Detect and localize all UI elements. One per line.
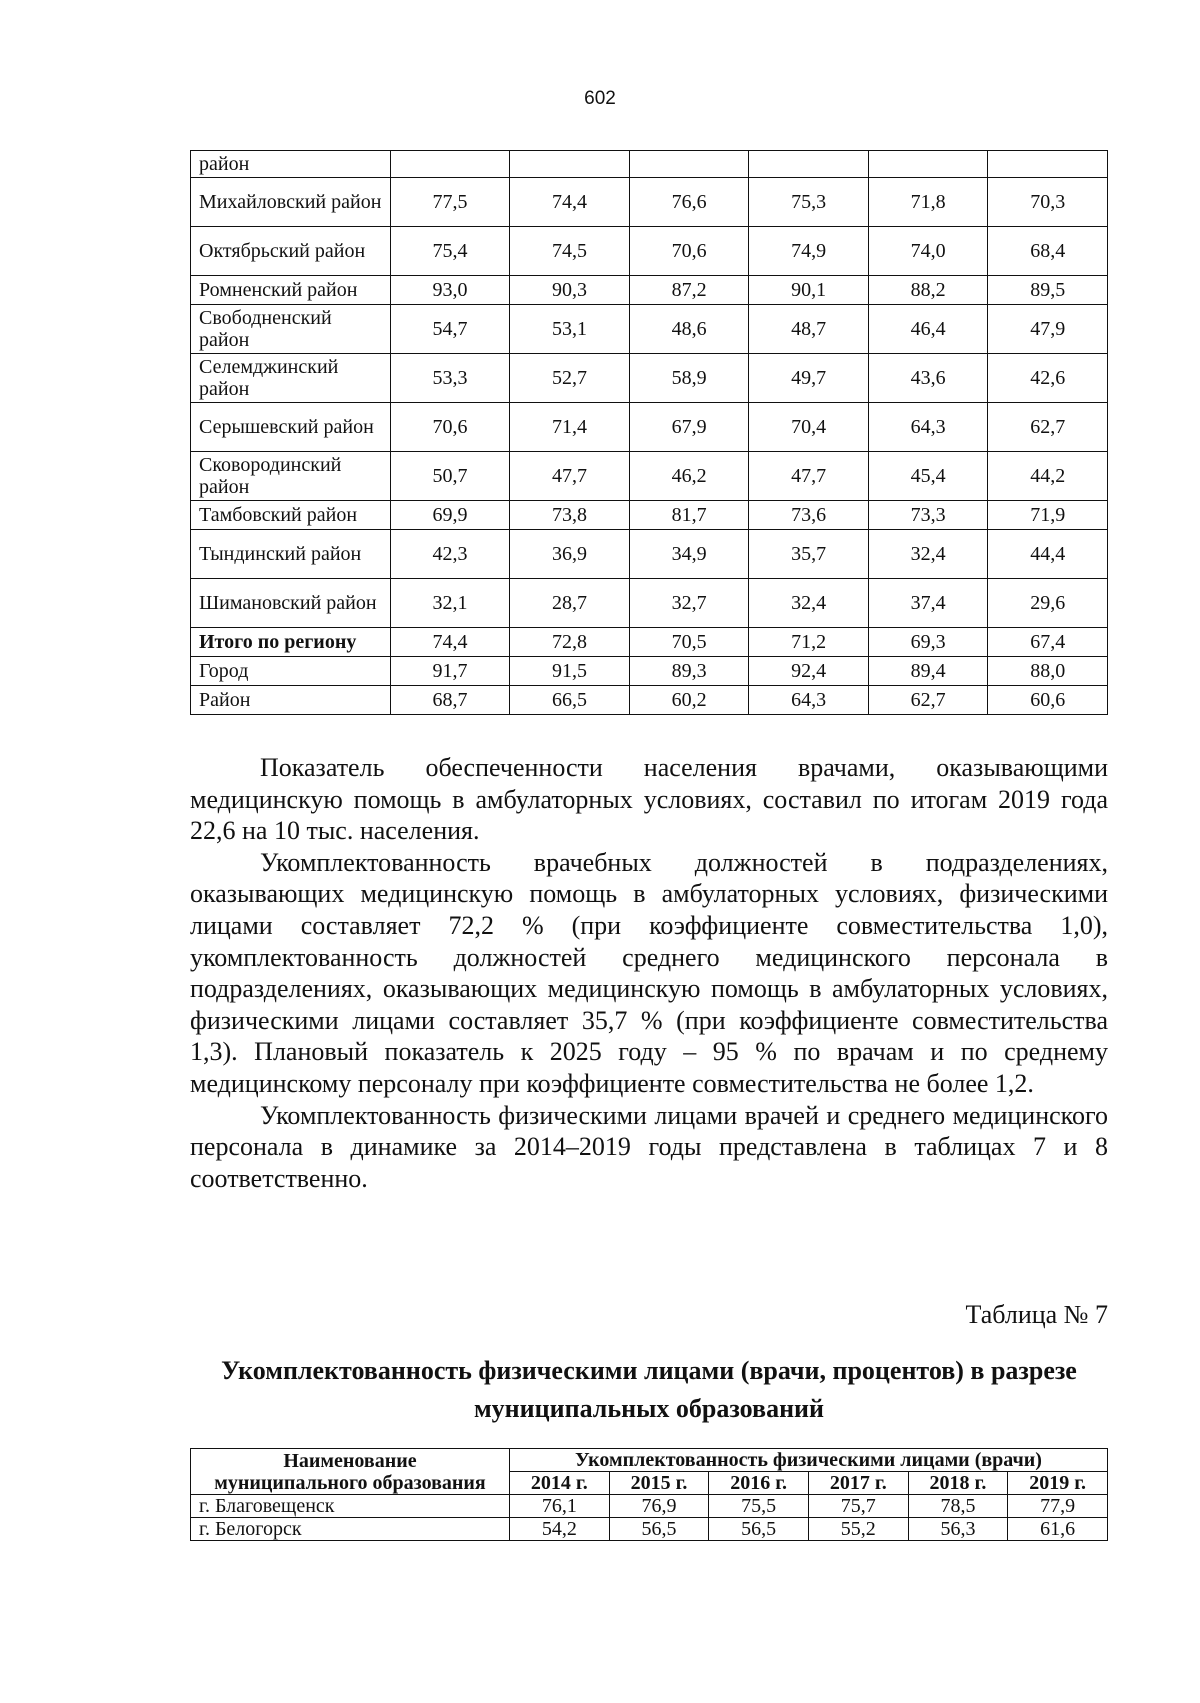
district-name-cell: Шимановский район [191,579,391,628]
table-row [191,579,1108,628]
value-cell: 62,7 [988,403,1108,452]
value-cell: 88,2 [868,276,988,305]
value-cell: 69,9 [390,501,510,530]
value-cell: 34,9 [629,530,749,579]
value-cell [868,151,988,178]
value-cell: 32,7 [629,579,749,628]
value-cell: 36,9 [510,530,630,579]
value-cell: 90,3 [510,276,630,305]
table-row [191,276,1108,305]
value-cell: 75,7 [808,1495,908,1518]
district-table-body [191,151,1108,715]
table-row [191,151,1108,178]
value-cell: 32,4 [868,530,988,579]
value-cell: 54,7 [390,305,510,354]
table-row [191,227,1108,276]
table-caption [190,1352,1108,1428]
value-cell [988,151,1108,178]
paragraph-staffing-positions: Укомплектованность врачебных должностей в подразделениях, оказывающих медицинскую помощь в амбулаторных условиях, физическими лицами составляет 72,2 % (при коэффициенте совместительства 1,0), укомплектованность должностей среднего медицинского персонала в подразделениях, оказывающих медицинскую помощь в амбулаторных условиях, физическими лицами составляет 35,7 % (при коэффициенте совместительства 1,3). Плановый показатель к 2025 году – 95 % по врачам и по среднему медицинскому персоналу при коэффициенте совместительства не более 1,2. [190,847,1108,1098]
value-cell: 76,6 [629,178,749,227]
value-cell: 49,7 [749,354,869,403]
value-cell: 64,3 [749,686,869,715]
value-cell: 71,4 [510,403,630,452]
value-cell: 75,4 [390,227,510,276]
value-cell: 74,4 [390,628,510,657]
value-cell: 47,9 [988,305,1108,354]
value-cell: 56,3 [908,1518,1008,1541]
value-cell: 62,7 [868,686,988,715]
district-name-cell: район [191,151,391,178]
value-cell: 74,5 [510,227,630,276]
value-cell: 73,6 [749,501,869,530]
district-name-cell: Селемджинский район [191,354,391,403]
value-cell: 91,5 [510,657,630,686]
header-year: 2019 г. [1008,1472,1108,1495]
district-name-cell: Итого по региону [191,628,391,657]
value-cell: 70,6 [629,227,749,276]
district-name-cell: Свободненский район [191,305,391,354]
table-row [191,178,1108,227]
header-year: 2014 г. [510,1472,610,1495]
header-year: 2015 г. [609,1472,709,1495]
value-cell: 45,4 [868,452,988,501]
municipality-name-cell: г. Благовещенск [191,1495,510,1518]
header-year: 2017 г. [808,1472,908,1495]
value-cell: 76,1 [510,1495,610,1518]
value-cell: 91,7 [390,657,510,686]
value-cell [510,151,630,178]
paragraph-doctors-supply: Показатель обеспеченности населения врачами, оказывающими медицинскую помощь в амбулаторных условиях, составил по итогам 2019 года 22,6 на 10 тыс. населения. [190,753,1108,846]
district-name-cell: Ромненский район [191,276,391,305]
value-cell: 50,7 [390,452,510,501]
district-name-cell: Октябрьский район [191,227,391,276]
value-cell: 68,4 [988,227,1108,276]
paragraph-staffing-dynamics: Укомплектованность физическими лицами врачей и среднего медицинского персонала в динамике за 2014–2019 годы представлена в таблицах 7 и 8 соответственно. [190,1100,1108,1193]
value-cell: 42,3 [390,530,510,579]
value-cell: 68,7 [390,686,510,715]
header-year: 2018 г. [908,1472,1008,1495]
value-cell: 54,2 [510,1518,610,1541]
district-name-cell: Сковородинский район [191,452,391,501]
value-cell [390,151,510,178]
value-cell: 70,4 [749,403,869,452]
value-cell: 48,7 [749,305,869,354]
value-cell: 58,9 [629,354,749,403]
value-cell: 32,4 [749,579,869,628]
value-cell: 71,2 [749,628,869,657]
value-cell: 66,5 [510,686,630,715]
value-cell: 35,7 [749,530,869,579]
table-number-label: Таблица № 7 [965,1300,1108,1329]
body-text [190,752,1108,1194]
value-cell: 48,6 [629,305,749,354]
table-row [191,530,1108,579]
header-municipality: Наименование муниципального образования [191,1449,510,1495]
district-name-cell: Тындинский район [191,530,391,579]
value-cell: 75,3 [749,178,869,227]
value-cell: 46,4 [868,305,988,354]
value-cell: 70,6 [390,403,510,452]
table-row [191,501,1108,530]
value-cell: 67,9 [629,403,749,452]
value-cell: 28,7 [510,579,630,628]
value-cell: 53,1 [510,305,630,354]
district-name-cell: Михайловский район [191,178,391,227]
value-cell: 70,3 [988,178,1108,227]
value-cell: 78,5 [908,1495,1008,1518]
header-staffing-group: Укомплектованность физическими лицами (врачи) [510,1449,1108,1472]
value-cell: 52,7 [510,354,630,403]
value-cell: 87,2 [629,276,749,305]
value-cell: 89,4 [868,657,988,686]
value-cell: 47,7 [749,452,869,501]
value-cell: 93,0 [390,276,510,305]
district-staffing-table-continued [190,150,1108,715]
value-cell: 76,9 [609,1495,709,1518]
value-cell: 56,5 [709,1518,809,1541]
value-cell: 67,4 [988,628,1108,657]
value-cell: 88,0 [988,657,1108,686]
district-name-cell: Тамбовский район [191,501,391,530]
value-cell: 37,4 [868,579,988,628]
value-cell: 73,8 [510,501,630,530]
value-cell: 89,3 [629,657,749,686]
value-cell: 75,5 [709,1495,809,1518]
table-row [191,452,1108,501]
value-cell: 74,4 [510,178,630,227]
value-cell: 90,1 [749,276,869,305]
table-row [191,657,1108,686]
value-cell: 32,1 [390,579,510,628]
value-cell: 61,6 [1008,1518,1108,1541]
table-7-doctors-staffing [190,1448,1108,1541]
table-row [191,686,1108,715]
value-cell: 70,5 [629,628,749,657]
table-row [191,403,1108,452]
value-cell: 89,5 [988,276,1108,305]
value-cell: 56,5 [609,1518,709,1541]
value-cell: 74,0 [868,227,988,276]
value-cell: 44,4 [988,530,1108,579]
value-cell [749,151,869,178]
value-cell: 72,8 [510,628,630,657]
value-cell: 71,8 [868,178,988,227]
table-row [191,1495,1108,1518]
value-cell: 74,9 [749,227,869,276]
municipality-name-cell: г. Белогорск [191,1518,510,1541]
value-cell: 71,9 [988,501,1108,530]
district-name-cell: Серышевский район [191,403,391,452]
value-cell: 29,6 [988,579,1108,628]
value-cell: 73,3 [868,501,988,530]
value-cell: 81,7 [629,501,749,530]
value-cell: 43,6 [868,354,988,403]
value-cell: 47,7 [510,452,630,501]
value-cell: 55,2 [808,1518,908,1541]
value-cell: 60,6 [988,686,1108,715]
table-7-body [191,1495,1108,1541]
header-year: 2016 г. [709,1472,809,1495]
table-caption-line-2: муниципальных образований [473,1394,825,1423]
district-name-cell: Район [191,686,391,715]
value-cell: 44,2 [988,452,1108,501]
table-row [191,1518,1108,1541]
value-cell: 46,2 [629,452,749,501]
value-cell: 60,2 [629,686,749,715]
value-cell: 53,3 [390,354,510,403]
district-name-cell: Город [191,657,391,686]
table-row [191,628,1108,657]
value-cell: 77,5 [390,178,510,227]
table-row [191,354,1108,403]
value-cell: 77,9 [1008,1495,1108,1518]
value-cell: 42,6 [988,354,1108,403]
value-cell: 92,4 [749,657,869,686]
value-cell [629,151,749,178]
table-caption-line-1: Укомплектованность физическими лицами (врачи, процентов) в разрезе [221,1356,1077,1385]
table-row [191,305,1108,354]
value-cell: 69,3 [868,628,988,657]
page-number: 602 [584,88,616,109]
value-cell: 64,3 [868,403,988,452]
